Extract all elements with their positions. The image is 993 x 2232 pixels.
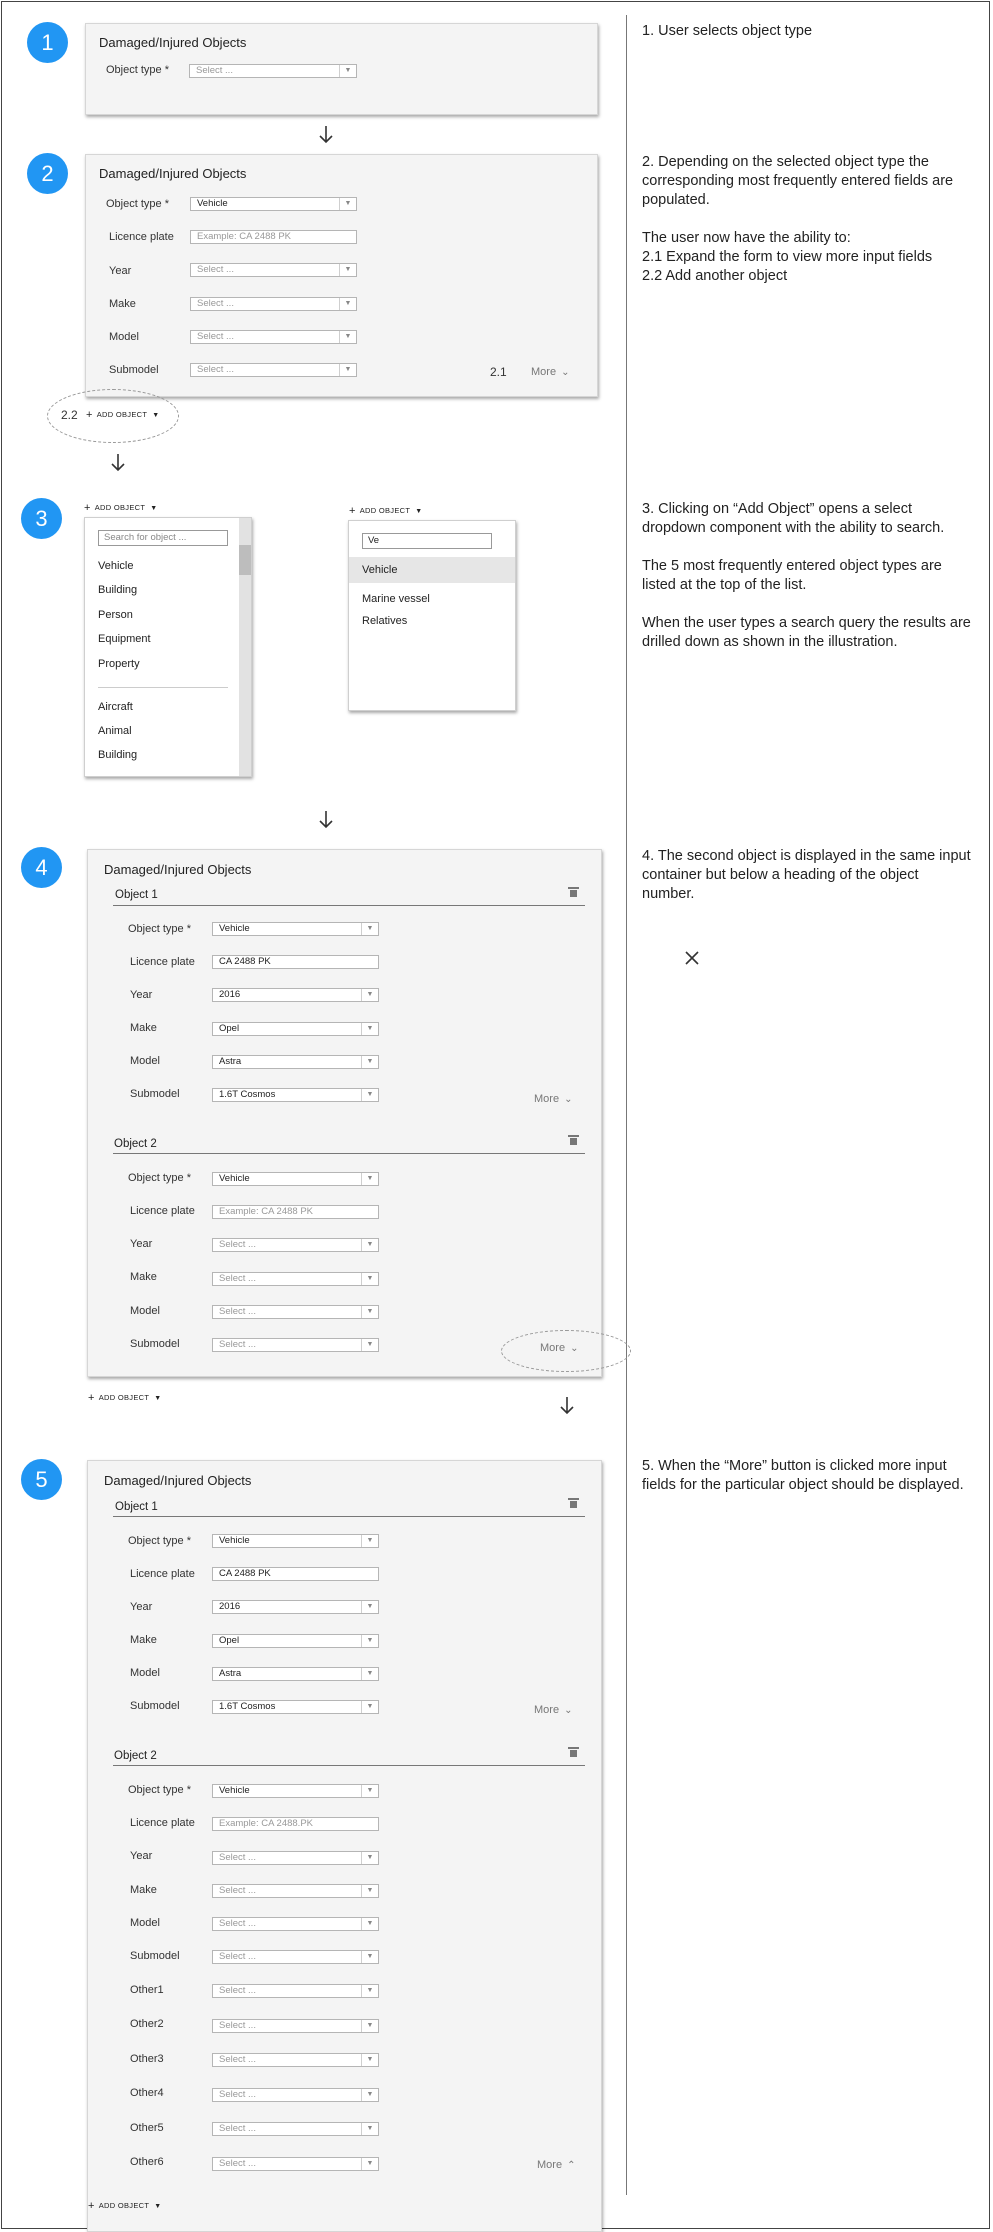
add-object-button[interactable] — [349, 505, 422, 517]
select-value: Opel — [219, 1635, 240, 1646]
select-value: Select ... — [219, 1852, 256, 1863]
chevron-down-icon: ▼ — [361, 1023, 378, 1035]
note-2-text: 2. Depending on the selected object type the corresponding most frequently entered fields are populated. — [642, 154, 954, 208]
arrow-down-icon — [318, 810, 334, 830]
step-4-badge: 4 — [21, 847, 62, 888]
chevron-down-icon: ▼ — [361, 1918, 378, 1930]
plus-icon: + — [349, 505, 356, 517]
submodel-label: Submodel — [130, 1700, 180, 1712]
other3-select[interactable] — [212, 2053, 379, 2067]
select-value: Select ... — [197, 364, 234, 375]
make-select[interactable] — [212, 1634, 379, 1648]
chevron-down-icon: ⌄ — [570, 1343, 579, 1354]
model-label: Model — [130, 1917, 160, 1929]
chevron-up-icon: ⌃ — [567, 2160, 576, 2171]
select-value: 1.6T Cosmos — [219, 1701, 276, 1712]
note-3-text: When the user types a search query the results are drilled down as shown in the illustration. — [642, 615, 971, 650]
submodel-label: Submodel — [130, 1950, 180, 1962]
dropdown-item[interactable]: Equipment — [98, 633, 151, 645]
year-label: Year — [130, 989, 153, 1001]
dropdown-item[interactable]: Marine vessel — [362, 593, 430, 605]
caret-down-icon: ▼ — [154, 2203, 162, 2210]
chevron-down-icon: ▼ — [361, 2158, 378, 2170]
filtered-dropdown — [348, 520, 516, 711]
arrow-down-icon — [110, 453, 126, 473]
chevron-down-icon: ▼ — [361, 1273, 378, 1285]
add-object-button[interactable] — [84, 502, 157, 514]
select-value: Astra — [219, 1668, 242, 1679]
panel-title: Damaged/Injured Objects — [104, 862, 252, 877]
step2-panel — [85, 154, 598, 397]
other1-label: Other1 — [130, 1984, 164, 1996]
select-value: 1.6T Cosmos — [219, 1089, 276, 1100]
chevron-down-icon: ▼ — [339, 65, 356, 77]
select-value: Select ... — [219, 1885, 256, 1896]
other6-label: Other6 — [130, 2156, 164, 2168]
chevron-down-icon: ▼ — [361, 1852, 378, 1864]
submodel-select[interactable] — [212, 1088, 379, 1102]
model-label: Model — [109, 331, 139, 343]
dropdown-item[interactable]: Building — [98, 584, 138, 596]
chevron-down-icon: ▼ — [361, 1985, 378, 1997]
plus-icon: + — [86, 409, 93, 421]
more-label: More — [540, 1342, 566, 1354]
close-icon[interactable] — [685, 951, 699, 965]
object-2-heading: Object 2 — [114, 1138, 157, 1150]
submodel-select[interactable] — [212, 1338, 379, 1352]
more-callout-circle — [501, 1330, 631, 1372]
make-label: Make — [130, 1634, 157, 1646]
panel-title: Damaged/Injured Objects — [99, 35, 247, 50]
more-label: More — [534, 1093, 560, 1105]
model-select[interactable] — [212, 1305, 379, 1319]
add-object-label: ADD OBJECT — [98, 1393, 150, 1402]
chevron-down-icon: ▼ — [361, 1535, 378, 1547]
plus-icon: + — [84, 502, 91, 514]
select-value: Select ... — [219, 2158, 256, 2169]
object-divider — [113, 1516, 585, 1517]
dropdown-item[interactable]: Vehicle — [362, 564, 398, 576]
select-value: 2016 — [219, 1601, 241, 1612]
object-type-select[interactable] — [190, 197, 357, 211]
object-type-select[interactable] — [212, 1784, 379, 1798]
select-value: Vehicle — [219, 1173, 250, 1184]
chevron-down-icon: ⌄ — [564, 1705, 573, 1716]
year-select[interactable] — [212, 1851, 379, 1865]
licence-plate-label: Licence plate — [130, 956, 195, 968]
year-select[interactable] — [212, 988, 379, 1002]
step-5-badge: 5 — [21, 1459, 62, 1500]
add-object-label: ADD OBJECT — [98, 2201, 150, 2210]
note-4 — [642, 847, 972, 904]
year-select[interactable] — [212, 1238, 379, 1252]
add-object-button[interactable] — [88, 1392, 161, 1404]
chevron-down-icon: ▼ — [361, 923, 378, 935]
chevron-down-icon: ▼ — [361, 1173, 378, 1185]
chevron-down-icon: ▼ — [361, 1601, 378, 1613]
chevron-down-icon: ▼ — [361, 2123, 378, 2135]
object-type-select[interactable] — [212, 922, 379, 936]
arrow-down-icon — [318, 125, 334, 145]
step4-panel — [87, 849, 602, 1377]
select-value: Select ... — [197, 298, 234, 309]
model-select[interactable] — [212, 1667, 379, 1681]
chevron-down-icon: ▼ — [361, 1339, 378, 1351]
more-button[interactable] — [537, 2159, 575, 2171]
model-select[interactable] — [190, 330, 357, 344]
note-4-text: 4. The second object is displayed in the same input container but below a heading of the object number. — [642, 848, 971, 902]
other2-select[interactable] — [212, 2019, 379, 2033]
licence-plate-input[interactable]: CA 2488 PK — [212, 1567, 379, 1581]
dropdown-item[interactable]: Aircraft — [98, 701, 133, 713]
dropdown-item[interactable]: Property — [98, 658, 140, 670]
year-label: Year — [109, 265, 132, 277]
chevron-down-icon: ▼ — [361, 1089, 378, 1101]
object-divider — [113, 905, 585, 906]
model-label: Model — [130, 1305, 160, 1317]
select-value: Select ... — [219, 1918, 256, 1929]
chevron-down-icon: ▼ — [361, 989, 378, 1001]
model-label: Model — [130, 1667, 160, 1679]
select-value: Select ... — [197, 331, 234, 342]
submodel-select[interactable] — [190, 363, 357, 377]
licence-plate-label: Licence plate — [109, 231, 174, 243]
divider-line — [626, 15, 627, 2195]
note-3 — [642, 500, 972, 652]
other2-label: Other2 — [130, 2018, 164, 2030]
select-value: Opel — [219, 1023, 240, 1034]
dropdown-item[interactable]: Vehicle — [98, 560, 134, 572]
other6-select[interactable] — [212, 2157, 379, 2171]
object-2-heading: Object 2 — [114, 1750, 157, 1762]
select-value: Select ... — [219, 1339, 256, 1350]
submodel-label: Submodel — [109, 364, 159, 376]
model-label: Model — [130, 1055, 160, 1067]
dropdown-scroll-thumb[interactable] — [239, 545, 251, 575]
panel-title: Damaged/Injured Objects — [104, 1473, 252, 1488]
add-object-button[interactable] — [86, 409, 159, 421]
add-object-label: ADD OBJECT — [94, 503, 146, 512]
select-value: Vehicle — [197, 198, 228, 209]
model-select[interactable] — [212, 1917, 379, 1931]
select-value: Select ... — [219, 2020, 256, 2031]
step-2-badge: 2 — [27, 153, 68, 194]
panel-title: Damaged/Injured Objects — [99, 166, 247, 181]
chevron-down-icon: ▼ — [361, 2054, 378, 2066]
select-value: Select ... — [219, 1239, 256, 1250]
year-label: Year — [130, 1601, 153, 1613]
dropdown-item[interactable]: Building — [98, 749, 138, 761]
dropdown-search-input[interactable]: Ve — [362, 533, 492, 549]
select-value: Select ... — [219, 2123, 256, 2134]
chevron-down-icon: ▼ — [339, 198, 356, 210]
year-select[interactable] — [212, 1600, 379, 1614]
year-label: Year — [130, 1238, 153, 1250]
model-select[interactable] — [212, 1055, 379, 1069]
chevron-down-icon: ▼ — [339, 298, 356, 310]
add-object-button[interactable] — [88, 2200, 161, 2212]
dropdown-item[interactable]: Person — [98, 609, 133, 621]
step5-panel — [87, 1460, 602, 2232]
step-3-badge: 3 — [21, 498, 62, 539]
make-label: Make — [130, 1271, 157, 1283]
other4-select[interactable] — [212, 2088, 379, 2102]
select-value: 2016 — [219, 989, 241, 1000]
caret-down-icon: ▼ — [415, 508, 423, 515]
chevron-down-icon: ⌄ — [564, 1094, 573, 1105]
trash-icon[interactable] — [569, 1135, 578, 1145]
note-5-text: 5. When the “More” button is clicked more input fields for the particular object should be displayed. — [642, 1458, 964, 1493]
make-select[interactable] — [212, 1884, 379, 1898]
chevron-down-icon: ▼ — [361, 1701, 378, 1713]
chevron-down-icon: ▼ — [339, 264, 356, 276]
select-value: Vehicle — [219, 1785, 250, 1796]
object-type-label: Object type * — [128, 1535, 191, 1547]
chevron-down-icon: ▼ — [361, 1951, 378, 1963]
step1-panel — [85, 23, 598, 115]
caret-down-icon: ▼ — [154, 1395, 162, 1402]
object-type-label: Object type * — [128, 1172, 191, 1184]
chevron-down-icon: ▼ — [361, 1885, 378, 1897]
licence-plate-input[interactable]: Example: CA 2488.PK — [212, 1817, 379, 1831]
chevron-down-icon: ▼ — [361, 1635, 378, 1647]
callout-2-1: 2.1 — [490, 365, 507, 379]
caret-down-icon: ▼ — [150, 505, 158, 512]
object-type-label: Object type * — [128, 1784, 191, 1796]
more-label: More — [534, 1704, 560, 1716]
submodel-label: Submodel — [130, 1338, 180, 1350]
chevron-down-icon: ▼ — [361, 1785, 378, 1797]
select-value: Select ... — [219, 2089, 256, 2100]
make-label: Make — [130, 1022, 157, 1034]
object-1-heading: Object 1 — [115, 889, 158, 901]
select-value: Select ... — [219, 1273, 256, 1284]
licence-plate-label: Licence plate — [130, 1205, 195, 1217]
trash-icon[interactable] — [569, 1498, 578, 1508]
note-2-text: 2.1 Expand the form to view more input fields — [642, 249, 933, 265]
select-value: Vehicle — [219, 923, 250, 934]
caret-down-icon: ▼ — [152, 412, 160, 419]
chevron-down-icon: ▼ — [361, 1056, 378, 1068]
note-1-text: 1. User selects object type — [642, 23, 813, 39]
object-type-select[interactable] — [189, 64, 357, 78]
more-button[interactable] — [531, 366, 569, 378]
chevron-down-icon: ▼ — [361, 2089, 378, 2101]
make-label: Make — [109, 298, 136, 310]
object-type-label: Object type * — [106, 198, 169, 210]
dropdown-item[interactable]: Animal — [98, 725, 132, 737]
object-dropdown — [84, 517, 252, 777]
select-value: Select ... — [219, 1985, 256, 1996]
more-label: More — [531, 366, 557, 378]
object-type-select[interactable] — [212, 1534, 379, 1548]
more-label: More — [537, 2159, 563, 2171]
select-value: Select ... — [219, 1951, 256, 1962]
make-label: Make — [130, 1884, 157, 1896]
arrow-down-icon — [559, 1396, 575, 1416]
submodel-label: Submodel — [130, 1088, 180, 1100]
object-type-label: Object type * — [106, 64, 169, 76]
object-1-heading: Object 1 — [115, 1501, 158, 1513]
note-3-text: 3. Clicking on “Add Object” opens a select dropdown component with the ability to search. — [642, 501, 945, 536]
note-2-text: The user now have the ability to: — [642, 230, 851, 246]
select-value: Select ... — [196, 65, 233, 76]
year-select[interactable] — [190, 263, 357, 277]
other3-label: Other3 — [130, 2053, 164, 2065]
select-value: Astra — [219, 1056, 242, 1067]
licence-plate-input[interactable]: Example: CA 2488 PK — [212, 1205, 379, 1219]
object-divider — [113, 1765, 585, 1766]
select-value: Vehicle — [219, 1535, 250, 1546]
other5-label: Other5 — [130, 2122, 164, 2134]
dropdown-item[interactable]: Relatives — [362, 615, 408, 627]
select-value: Select ... — [219, 2054, 256, 2065]
submodel-select[interactable] — [212, 1700, 379, 1714]
note-2-text: 2.2 Add another object — [642, 268, 788, 284]
note-2 — [642, 153, 972, 286]
select-value: Select ... — [219, 1306, 256, 1317]
year-label: Year — [130, 1850, 153, 1862]
object-type-label: Object type * — [128, 923, 191, 935]
other1-select[interactable] — [212, 1984, 379, 1998]
chevron-down-icon: ▼ — [361, 2020, 378, 2032]
callout-2-2: 2.2 — [61, 408, 78, 422]
add-object-label: ADD OBJECT — [96, 410, 148, 419]
licence-plate-label: Licence plate — [130, 1568, 195, 1580]
object-divider — [113, 1153, 585, 1154]
chevron-down-icon: ▼ — [339, 364, 356, 376]
other5-select[interactable] — [212, 2122, 379, 2136]
other4-label: Other4 — [130, 2087, 164, 2099]
note-3-text: The 5 most frequently entered object types are listed at the top of the list. — [642, 558, 942, 593]
licence-plate-label: Licence plate — [130, 1817, 195, 1829]
step-1-badge: 1 — [27, 22, 68, 63]
make-select[interactable] — [212, 1272, 379, 1286]
object-type-select[interactable] — [212, 1172, 379, 1186]
chevron-down-icon: ▼ — [339, 331, 356, 343]
submodel-select[interactable] — [212, 1950, 379, 1964]
chevron-down-icon: ▼ — [361, 1306, 378, 1318]
chevron-down-icon: ⌄ — [561, 367, 570, 378]
more-button[interactable] — [534, 1093, 572, 1105]
licence-plate-input[interactable]: Example: CA 2488 PK — [190, 230, 357, 244]
chevron-down-icon: ▼ — [361, 1668, 378, 1680]
plus-icon: + — [88, 1392, 95, 1404]
note-5 — [642, 1457, 972, 1495]
select-value: Select ... — [197, 264, 234, 275]
trash-icon[interactable] — [569, 1747, 578, 1757]
make-select[interactable] — [190, 297, 357, 311]
dropdown-search-input[interactable]: Search for object ... — [98, 530, 228, 546]
dropdown-divider — [98, 687, 228, 688]
add-object-label: ADD OBJECT — [359, 506, 411, 515]
plus-icon: + — [88, 2200, 95, 2212]
note-1 — [642, 22, 962, 41]
chevron-down-icon: ▼ — [361, 1239, 378, 1251]
more-button[interactable] — [534, 1704, 572, 1716]
make-select[interactable] — [212, 1022, 379, 1036]
trash-icon[interactable] — [569, 887, 578, 897]
licence-plate-input[interactable]: CA 2488 PK — [212, 955, 379, 969]
